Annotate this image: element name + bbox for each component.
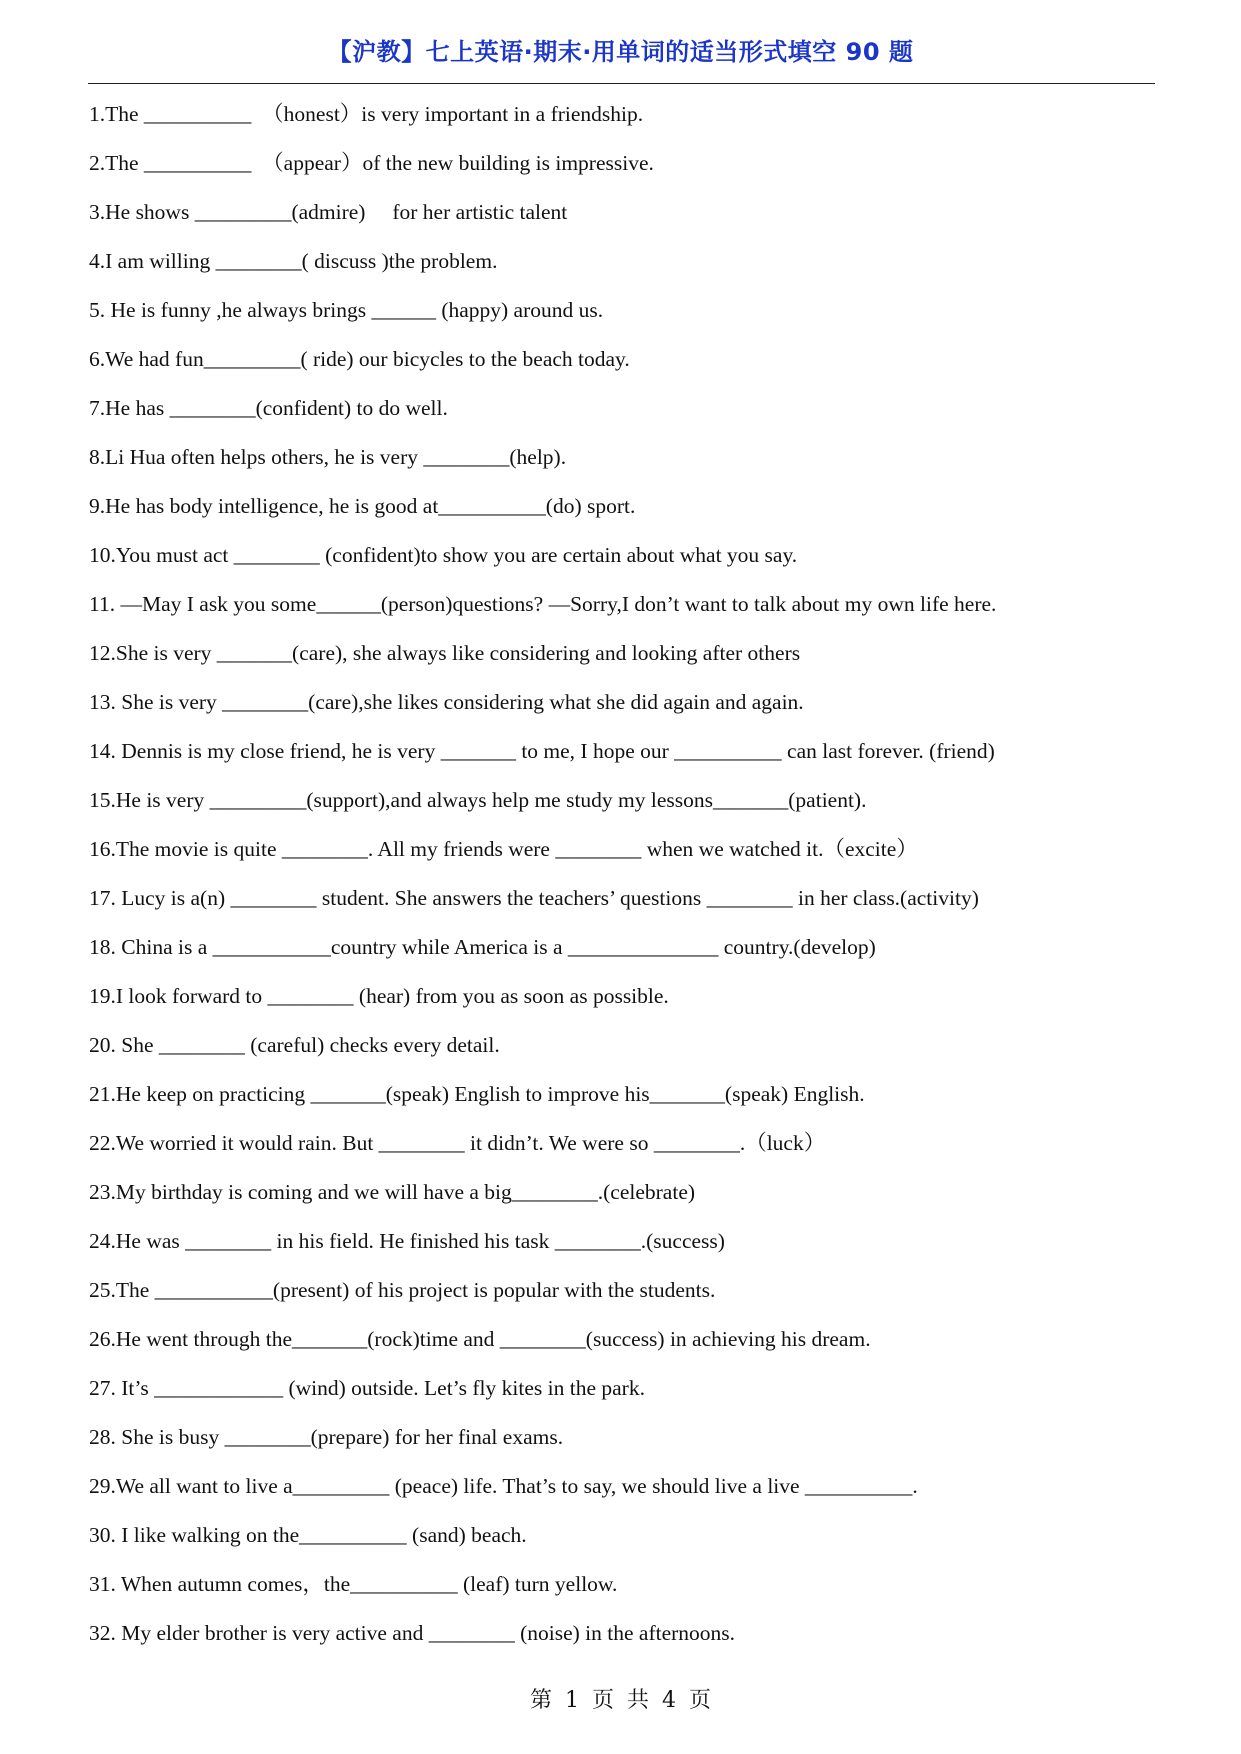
question-item: 7.He has ________(confident) to do well. bbox=[89, 396, 448, 420]
header-divider bbox=[88, 83, 1155, 84]
question-item: 24.He was ________ in his field. He finished his task ________.(success) bbox=[89, 1229, 725, 1253]
question-item: 9.He has body intelligence, he is good at__________(do) sport. bbox=[89, 494, 636, 518]
page-number-footer: 第 1 页 共 4 页 bbox=[530, 1688, 711, 1713]
question-item: 26.He went through the_______(rock)time and ________(success) in achieving his dream. bbox=[89, 1327, 871, 1351]
question-item: 11. —May I ask you some______(person)questions? —Sorry,I don’t want to talk about my own life here. bbox=[89, 592, 997, 616]
page-title: 【沪教】七上英语·期末·用单词的适当形式填空 90 题 bbox=[327, 38, 914, 66]
question-item: 22.We worried it would rain. But ________ it didn’t. We were so ________.（luck） bbox=[89, 1131, 826, 1155]
question-item: 6.We had fun_________( ride) our bicycles to the beach today. bbox=[89, 347, 630, 371]
question-item: 2.The __________ （appear）of the new building is impressive. bbox=[89, 151, 654, 175]
question-item: 32. My elder brother is very active and ________ (noise) in the afternoons. bbox=[89, 1621, 736, 1645]
question-item: 8.Li Hua often helps others, he is very ________(help). bbox=[89, 445, 567, 469]
question-item: 23.My birthday is coming and we will have a big________.(celebrate) bbox=[89, 1180, 696, 1204]
question-item: 18. China is a ___________country while America is a ______________ country.(develop) bbox=[89, 935, 876, 959]
question-item: 5. He is funny ,he always brings ______ (happy) around us. bbox=[89, 298, 604, 322]
question-item: 29.We all want to live a_________ (peace) life. That’s to say, we should live a live __________. bbox=[89, 1474, 918, 1498]
question-item: 28. She is busy ________(prepare) for her final exams. bbox=[89, 1425, 564, 1449]
question-item: 13. She is very ________(care),she likes considering what she did again and again. bbox=[89, 690, 804, 714]
question-item: 25.The ___________(present) of his project is popular with the students. bbox=[89, 1278, 716, 1302]
question-item: 19.I look forward to ________ (hear) from you as soon as possible. bbox=[89, 984, 669, 1008]
question-item: 27. It’s ____________ (wind) outside. Let’s fly kites in the park. bbox=[89, 1376, 645, 1400]
question-list bbox=[89, 99, 1209, 1667]
question-item: 30. I like walking on the__________ (sand) beach. bbox=[89, 1523, 527, 1547]
question-item: 1.The __________ （honest）is very important in a friendship. bbox=[89, 102, 644, 126]
question-item: 10.You must act ________ (confident)to show you are certain about what you say. bbox=[89, 543, 798, 567]
question-item: 12.She is very _______(care), she always like considering and looking after others bbox=[89, 641, 801, 665]
question-item: 4.I am willing ________( discuss )the problem. bbox=[89, 249, 498, 273]
question-item: 21.He keep on practicing _______(speak) English to improve his_______(speak) English. bbox=[89, 1082, 865, 1106]
question-item: 14. Dennis is my close friend, he is very _______ to me, I hope our __________ can last forever. (friend) bbox=[89, 739, 995, 763]
question-item: 16.The movie is quite ________. All my friends were ________ when we watched it.（excite） bbox=[89, 837, 918, 861]
question-item: 15.He is very _________(support),and always help me study my lessons_______(patient). bbox=[89, 788, 867, 812]
question-item: 3.He shows _________(admire) for her artistic talent bbox=[89, 200, 568, 224]
question-item: 20. She ________ (careful) checks every detail. bbox=[89, 1033, 500, 1057]
question-item: 31. When autumn comes，the__________ (leaf) turn yellow. bbox=[89, 1572, 618, 1596]
question-item: 17. Lucy is a(n) ________ student. She answers the teachers’ questions ________ in her class.(activity) bbox=[89, 886, 979, 910]
